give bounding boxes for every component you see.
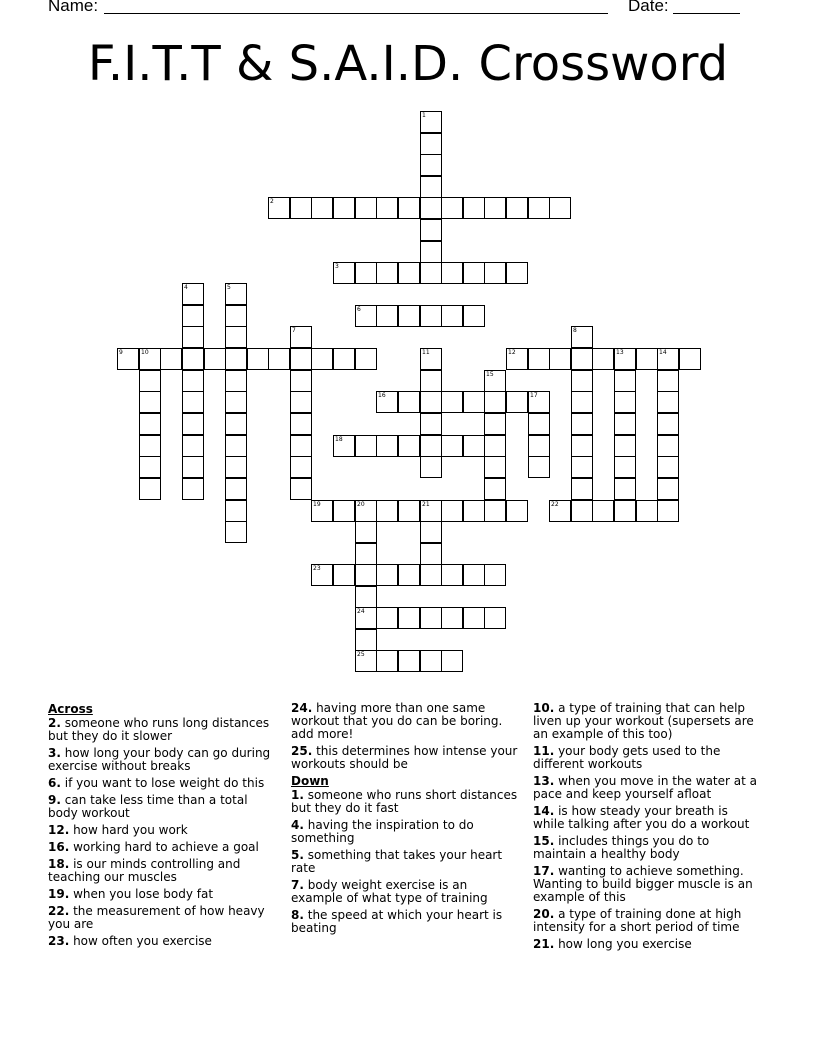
clue-item [533, 745, 763, 771]
grid-cell[interactable] [463, 262, 485, 284]
grid-cell[interactable] [571, 391, 593, 413]
grid-cell[interactable] [420, 176, 442, 198]
clue-number: 20. [533, 907, 555, 921]
clue-item [48, 747, 278, 773]
grid-cell[interactable] [657, 370, 679, 392]
grid-cell[interactable] [614, 478, 636, 500]
grid-cell[interactable] [225, 348, 247, 370]
grid-cell[interactable] [484, 413, 506, 435]
clue-text: how often you exercise [69, 934, 212, 948]
grid-cell[interactable] [376, 262, 398, 284]
clue-number: 3. [48, 746, 61, 760]
grid-cell[interactable] [376, 564, 398, 586]
grid-cell[interactable] [614, 456, 636, 478]
cell-number: 12 [508, 349, 516, 356]
grid-cell[interactable] [398, 262, 420, 284]
grid-cell[interactable] [290, 370, 312, 392]
cell-number: 1 [422, 112, 426, 119]
grid-cell[interactable] [614, 370, 636, 392]
grid-cell[interactable] [225, 500, 247, 522]
grid-cell[interactable] [484, 456, 506, 478]
grid-cell[interactable] [247, 348, 269, 370]
clue-text: someone who runs long distances but they do it slower [48, 716, 270, 743]
clue-item [48, 777, 278, 790]
clue-item [48, 824, 278, 837]
grid-cell[interactable] [225, 370, 247, 392]
clue-item [533, 775, 763, 801]
clue-text: how hard you work [69, 823, 188, 837]
grid-cell[interactable] [311, 500, 333, 522]
clue-number: 5. [291, 848, 304, 862]
grid-cell[interactable] [636, 348, 658, 370]
clue-text: when you move in the water at a pace and keep yourself afloat [533, 774, 757, 801]
grid-cell[interactable] [355, 607, 377, 629]
grid-cell[interactable] [204, 348, 226, 370]
grid-cell[interactable] [463, 607, 485, 629]
clue-text: a type of training done at high intensity for a short period of time [533, 907, 742, 934]
cell-number: 14 [659, 349, 667, 356]
grid-cell[interactable] [441, 305, 463, 327]
clue-number: 10. [533, 701, 555, 715]
grid-cell[interactable] [420, 197, 442, 219]
grid-cell[interactable] [549, 348, 571, 370]
clue-item [291, 745, 521, 771]
clue-number: 1. [291, 788, 304, 802]
grid-cell[interactable] [182, 478, 204, 500]
grid-cell[interactable] [528, 435, 550, 457]
cell-number: 17 [530, 392, 538, 399]
grid-cell[interactable] [376, 197, 398, 219]
grid-cell[interactable] [592, 348, 614, 370]
grid-cell[interactable] [463, 564, 485, 586]
grid-cell[interactable] [182, 435, 204, 457]
grid-cell[interactable] [420, 500, 442, 522]
grid-cell[interactable] [571, 435, 593, 457]
grid-cell[interactable] [333, 348, 355, 370]
cell-number: 5 [227, 284, 231, 291]
grid-cell[interactable] [333, 197, 355, 219]
grid-cell[interactable] [484, 435, 506, 457]
cell-number: 11 [422, 349, 430, 356]
grid-cell[interactable] [376, 435, 398, 457]
grid-cell[interactable] [420, 348, 442, 370]
clue-item [291, 909, 521, 935]
grid-cell[interactable] [355, 650, 377, 672]
grid-cell[interactable] [484, 564, 506, 586]
grid-cell[interactable] [420, 391, 442, 413]
cell-number: 23 [313, 565, 321, 572]
clue-item [533, 908, 763, 934]
grid-cell[interactable] [225, 283, 247, 305]
grid-cell[interactable] [182, 456, 204, 478]
grid-cell[interactable] [420, 607, 442, 629]
cell-number: 16 [378, 392, 386, 399]
clues-column-3 [533, 702, 763, 955]
clue-item [48, 858, 278, 884]
clue-item [291, 819, 521, 845]
clue-text: body weight exercise is an example of what type of training [291, 878, 488, 905]
grid-cell[interactable] [657, 456, 679, 478]
clue-text: the measurement of how heavy you are [48, 904, 265, 931]
grid-cell[interactable] [139, 478, 161, 500]
grid-cell[interactable] [355, 586, 377, 608]
grid-cell[interactable] [290, 197, 312, 219]
grid-cell[interactable] [225, 435, 247, 457]
clue-number: 6. [48, 776, 61, 790]
grid-cell[interactable] [420, 241, 442, 263]
grid-cell[interactable] [484, 500, 506, 522]
grid-cell[interactable] [506, 348, 528, 370]
grid-cell[interactable] [441, 607, 463, 629]
grid-cell[interactable] [506, 262, 528, 284]
grid-cell[interactable] [420, 521, 442, 543]
grid-cell[interactable] [420, 262, 442, 284]
grid-cell[interactable] [506, 391, 528, 413]
grid-cell[interactable] [139, 391, 161, 413]
grid-cell[interactable] [225, 521, 247, 543]
grid-cell[interactable] [225, 456, 247, 478]
grid-cell[interactable] [657, 348, 679, 370]
grid-cell[interactable] [657, 413, 679, 435]
grid-cell[interactable] [506, 197, 528, 219]
grid-cell[interactable] [139, 413, 161, 435]
grid-cell[interactable] [657, 391, 679, 413]
grid-cell[interactable] [484, 391, 506, 413]
grid-cell[interactable] [376, 607, 398, 629]
grid-cell[interactable] [225, 413, 247, 435]
clue-number: 13. [533, 774, 555, 788]
grid-cell[interactable] [463, 391, 485, 413]
clue-number: 22. [48, 904, 70, 918]
clue-number: 18. [48, 857, 70, 871]
clue-text: the speed at which your heart is beating [291, 908, 503, 935]
grid-cell[interactable] [657, 435, 679, 457]
grid-cell[interactable] [355, 305, 377, 327]
grid-cell[interactable] [441, 564, 463, 586]
clue-number: 12. [48, 823, 70, 837]
grid-cell[interactable] [528, 391, 550, 413]
clue-text: if you want to lose weight do this [60, 776, 265, 790]
cell-number: 6 [357, 306, 361, 313]
grid-cell[interactable] [420, 435, 442, 457]
grid-cell[interactable] [420, 219, 442, 241]
clue-number: 7. [291, 878, 304, 892]
grid-cell[interactable] [182, 326, 204, 348]
clue-item [48, 717, 278, 743]
grid-cell[interactable] [398, 391, 420, 413]
cell-number: 10 [141, 349, 149, 356]
grid-cell[interactable] [420, 133, 442, 155]
grid-cell[interactable] [528, 413, 550, 435]
grid-cell[interactable] [420, 413, 442, 435]
grid-cell[interactable] [614, 391, 636, 413]
clue-number: 11. [533, 744, 555, 758]
date-label: Date: [628, 0, 669, 15]
grid-cell[interactable] [225, 326, 247, 348]
grid-cell[interactable] [290, 348, 312, 370]
grid-cell[interactable] [441, 435, 463, 457]
grid-cell[interactable] [441, 650, 463, 672]
grid-cell[interactable] [571, 370, 593, 392]
clue-item [48, 935, 278, 948]
grid-cell[interactable] [614, 435, 636, 457]
grid-cell[interactable] [528, 348, 550, 370]
clue-text: is our minds controlling and teaching our muscles [48, 857, 241, 884]
grid-cell[interactable] [355, 521, 377, 543]
clue-item [533, 805, 763, 831]
clue-number: 17. [533, 864, 555, 878]
clue-item [291, 849, 521, 875]
grid-cell[interactable] [614, 413, 636, 435]
clues-column-2 [291, 702, 521, 939]
grid-cell[interactable] [268, 197, 290, 219]
grid-cell[interactable] [398, 650, 420, 672]
grid-cell[interactable] [160, 348, 182, 370]
grid-cell[interactable] [333, 500, 355, 522]
cell-number: 24 [357, 608, 365, 615]
clue-number: 14. [533, 804, 555, 818]
clue-item [48, 905, 278, 931]
grid-cell[interactable] [290, 435, 312, 457]
grid-cell[interactable] [528, 197, 550, 219]
grid-cell[interactable] [311, 564, 333, 586]
cell-number: 21 [422, 501, 430, 508]
clue-number: 2. [48, 716, 61, 730]
page-title: F.I.T.T & S.A.I.D. Crossword [87, 36, 729, 92]
clue-number: 15. [533, 834, 555, 848]
grid-cell[interactable] [484, 478, 506, 500]
grid-cell[interactable] [355, 543, 377, 565]
grid-cell[interactable] [376, 305, 398, 327]
grid-cell[interactable] [398, 197, 420, 219]
grid-cell[interactable] [355, 500, 377, 522]
grid-cell[interactable] [333, 564, 355, 586]
clue-item [48, 841, 278, 854]
cell-number: 3 [335, 263, 339, 270]
clue-text: someone who runs short distances but they do it fast [291, 788, 518, 815]
clue-item [533, 938, 763, 951]
grid-cell[interactable] [441, 197, 463, 219]
grid-cell[interactable] [636, 500, 658, 522]
grid-cell[interactable] [290, 456, 312, 478]
clue-text: is how steady your breath is while talking after you do a workout [533, 804, 750, 831]
grid-cell[interactable] [268, 348, 290, 370]
grid-cell[interactable] [614, 348, 636, 370]
clue-text: when you lose body fat [69, 887, 214, 901]
clue-item [533, 835, 763, 861]
grid-cell[interactable] [441, 500, 463, 522]
grid-cell[interactable] [398, 435, 420, 457]
grid-cell[interactable] [484, 607, 506, 629]
clue-number: 9. [48, 793, 61, 807]
clue-text: having the inspiration to do something [291, 818, 474, 845]
grid-cell[interactable] [657, 478, 679, 500]
grid-cell[interactable] [182, 391, 204, 413]
clue-item [48, 794, 278, 820]
cell-number: 13 [616, 349, 624, 356]
clue-item [533, 865, 763, 904]
grid-cell[interactable] [139, 348, 161, 370]
cell-number: 8 [573, 327, 577, 334]
grid-cell[interactable] [549, 500, 571, 522]
grid-cell[interactable] [463, 500, 485, 522]
grid-cell[interactable] [484, 262, 506, 284]
cell-number: 15 [486, 371, 494, 378]
clue-number: 21. [533, 937, 555, 951]
grid-cell[interactable] [592, 500, 614, 522]
cell-number: 25 [357, 651, 365, 658]
grid-cell[interactable] [117, 348, 139, 370]
grid-cell[interactable] [420, 305, 442, 327]
grid-cell[interactable] [420, 111, 442, 133]
clue-text: how long you exercise [554, 937, 692, 951]
grid-cell[interactable] [398, 564, 420, 586]
grid-cell[interactable] [420, 154, 442, 176]
grid-cell[interactable] [311, 348, 333, 370]
grid-cell[interactable] [182, 283, 204, 305]
grid-cell[interactable] [571, 478, 593, 500]
clue-item [533, 702, 763, 741]
grid-cell[interactable] [139, 435, 161, 457]
grid-cell[interactable] [398, 607, 420, 629]
clue-item [291, 702, 521, 741]
clue-text: a type of training that can help liven up your workout (supersets are an example of this too) [533, 701, 754, 741]
grid-cell[interactable] [355, 197, 377, 219]
grid-cell[interactable] [139, 370, 161, 392]
clue-text: can take less time than a total body workout [48, 793, 248, 820]
clue-text: wanting to achieve something. Wanting to build bigger muscle is an example of this [533, 864, 753, 904]
clue-number: 23. [48, 934, 70, 948]
cell-number: 20 [357, 501, 365, 508]
grid-cell[interactable] [355, 629, 377, 651]
grid-cell[interactable] [657, 500, 679, 522]
grid-cell[interactable] [571, 500, 593, 522]
grid-cell[interactable] [333, 262, 355, 284]
clue-item [48, 888, 278, 901]
grid-cell[interactable] [571, 326, 593, 348]
grid-cell[interactable] [355, 564, 377, 586]
grid-cell[interactable] [420, 543, 442, 565]
cell-number: 9 [119, 349, 123, 356]
grid-cell[interactable] [376, 650, 398, 672]
grid-cell[interactable] [139, 456, 161, 478]
grid-cell[interactable] [398, 500, 420, 522]
grid-cell[interactable] [182, 348, 204, 370]
grid-cell[interactable] [398, 305, 420, 327]
grid-cell[interactable] [528, 456, 550, 478]
grid-cell[interactable] [225, 305, 247, 327]
clue-item [291, 789, 521, 815]
grid-cell[interactable] [571, 456, 593, 478]
cell-number: 22 [551, 501, 559, 508]
clue-number: 24. [291, 701, 313, 715]
name-label: Name: [48, 0, 99, 15]
grid-cell[interactable] [182, 305, 204, 327]
grid-cell[interactable] [506, 500, 528, 522]
clue-text: working hard to achieve a goal [69, 840, 259, 854]
grid-cell[interactable] [420, 370, 442, 392]
grid-cell[interactable] [182, 370, 204, 392]
grid-cell[interactable] [420, 650, 442, 672]
grid-cell[interactable] [614, 500, 636, 522]
clue-number: 8. [291, 908, 304, 922]
clue-text: something that takes your heart rate [291, 848, 503, 875]
grid-cell[interactable] [290, 391, 312, 413]
grid-cell[interactable] [463, 435, 485, 457]
grid-cell[interactable] [290, 478, 312, 500]
clue-number: 25. [291, 744, 313, 758]
grid-cell[interactable] [420, 564, 442, 586]
cell-number: 2 [270, 198, 274, 205]
clue-section-heading: Down [291, 774, 329, 788]
clue-text: your body gets used to the different workouts [533, 744, 721, 771]
grid-cell[interactable] [679, 348, 701, 370]
grid-cell[interactable] [376, 391, 398, 413]
grid-cell[interactable] [441, 262, 463, 284]
clue-number: 4. [291, 818, 304, 832]
grid-cell[interactable] [225, 391, 247, 413]
grid-cell[interactable] [311, 197, 333, 219]
clues-column-1 [48, 702, 278, 952]
grid-cell[interactable] [463, 305, 485, 327]
grid-cell[interactable] [484, 197, 506, 219]
grid-cell[interactable] [290, 413, 312, 435]
clue-text: how long your body can go during exercise without breaks [48, 746, 271, 773]
cell-number: 7 [292, 327, 296, 334]
grid-cell[interactable] [290, 326, 312, 348]
grid-cell[interactable] [355, 262, 377, 284]
grid-cell[interactable] [225, 478, 247, 500]
clue-number: 16. [48, 840, 70, 854]
clue-text: having more than one same workout that you do can be boring. add more! [291, 701, 503, 741]
grid-cell[interactable] [441, 391, 463, 413]
clue-section-heading: Across [48, 702, 93, 716]
grid-cell[interactable] [571, 348, 593, 370]
grid-cell[interactable] [463, 197, 485, 219]
grid-cell[interactable] [333, 435, 355, 457]
grid-cell[interactable] [484, 370, 506, 392]
cell-number: 4 [184, 284, 188, 291]
cell-number: 18 [335, 436, 343, 443]
grid-cell[interactable] [355, 435, 377, 457]
grid-cell[interactable] [182, 413, 204, 435]
clue-number: 19. [48, 887, 70, 901]
clue-text: this determines how intense your workouts should be [291, 744, 518, 771]
cell-number: 19 [313, 501, 321, 508]
grid-cell[interactable] [420, 456, 442, 478]
grid-cell[interactable] [571, 413, 593, 435]
grid-cell[interactable] [549, 197, 571, 219]
grid-cell[interactable] [355, 348, 377, 370]
clue-text: includes things you do to maintain a healthy body [533, 834, 710, 861]
clue-item [291, 879, 521, 905]
grid-cell[interactable] [376, 500, 398, 522]
